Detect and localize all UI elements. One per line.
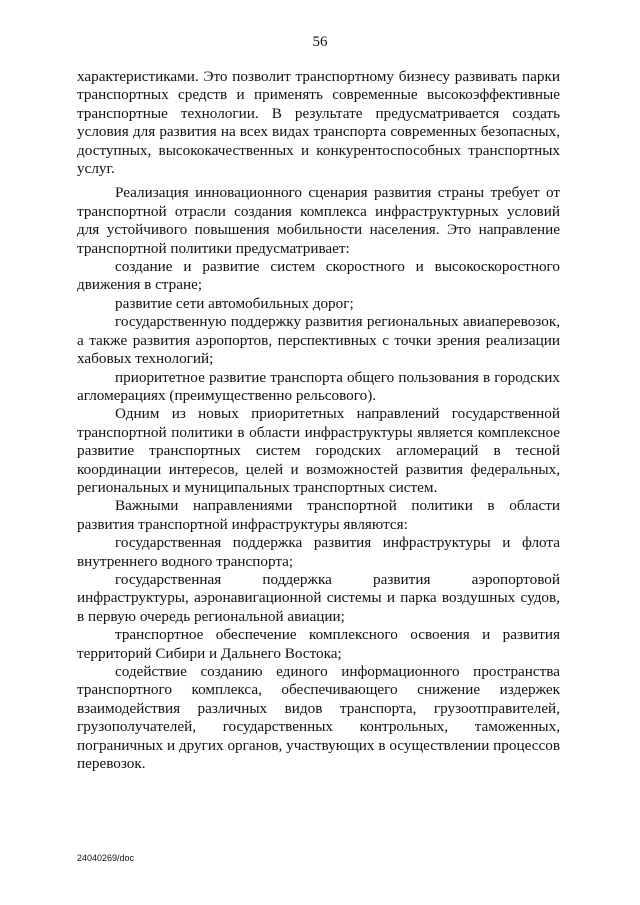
- list-item-high-speed: создание и развитие систем скоростного и высокоскоростного движения в стране;: [77, 258, 560, 294]
- document-body: [77, 68, 560, 773]
- list-item-water-transport: государственная поддержка развития инфраструктуры и флота внутреннего водного транспорта;: [77, 534, 560, 570]
- list-item-regional-aviation: государственную поддержку развития региональных авиаперевозок, а также развития аэропортов, перспективных с точки зрения реализации хабовых технологий;: [77, 313, 560, 368]
- list-item-roads: развитие сети автомобильных дорог;: [115, 294, 354, 312]
- list-item-information-space: содействие созданию единого информационного пространства транспортного комплекса, обеспечивающего снижение издержек взаимодействия различных видов транспорта, грузоотправителей, грузополучателей, государственных контрольных, таможенных, пограничных и других органов, участвующих в осуществлении процессов перевозок.: [77, 663, 560, 773]
- paragraph-innovation-scenario: Реализация инновационного сценария развития страны требует от транспортной отрасли создания комплекса инфраструктурных условий для устойчивого повышения мобильности населения. Это направление транспортной политики предусматривает:: [77, 184, 560, 257]
- paragraph-agglomerations: Одним из новых приоритетных направлений государственной транспортной политики в области инфраструктуры является комплексное развитие транспортных систем городских агломераций в тесной координации интересов, целей и возможностей развития федеральных, региональных и муниципальных транспортных систем.: [77, 405, 560, 496]
- list-item-airport-infrastructure: государственная поддержка развития аэропортовой инфраструктуры, аэронавигационной системы и парка воздушных судов, в первую очередь региональной авиации;: [77, 570, 560, 625]
- page-number: 56: [312, 34, 328, 50]
- list-item-public-transport: приоритетное развитие транспорта общего пользования в городских агломерациях (преимущественно рельсового).: [77, 368, 560, 404]
- footer-code: 24040269/doc: [77, 853, 135, 863]
- paragraph-continuation: характеристиками. Это позволит транспортному бизнесу развивать парки транспортных средств и применять современные высокоэффективные транспортные технологии. В результате предусматривается создать условия для развития на всех видах транспорта современных безопасных, доступных, высококачественных и конкурентоспособных транспортных услуг.: [77, 68, 560, 178]
- paragraph-infrastructure-directions: Важными направлениями транспортной политики в области развития транспортной инфраструктуры являются:: [77, 497, 560, 533]
- list-item-siberia: транспортное обеспечение комплексного освоения и развития территорий Сибири и Дальнего Востока;: [77, 626, 560, 662]
